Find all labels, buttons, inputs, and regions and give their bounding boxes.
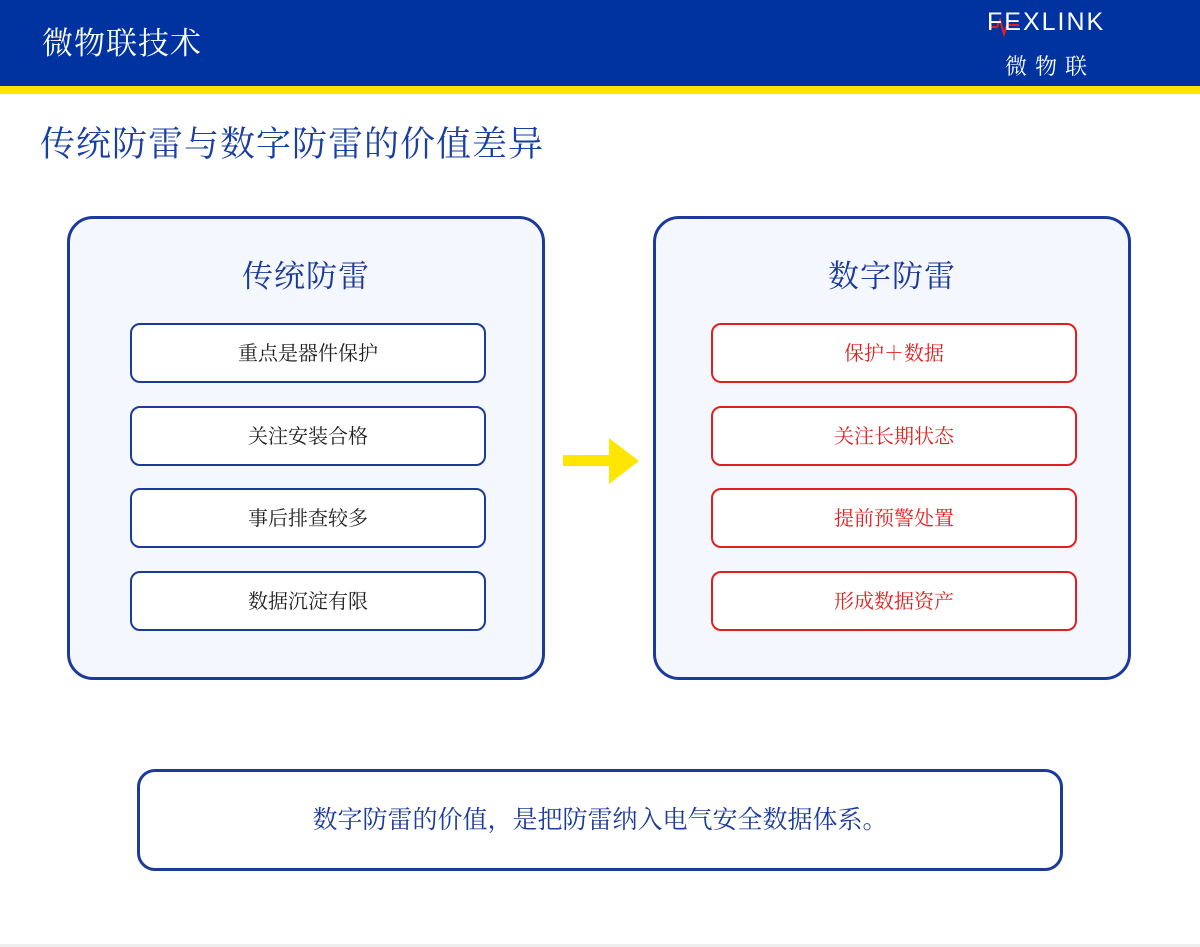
digital-panel	[653, 216, 1131, 680]
digital-item: 提前预警处置	[711, 488, 1077, 548]
traditional-item: 重点是器件保护	[130, 323, 486, 383]
traditional-panel	[67, 216, 545, 680]
logo-wordmark: FEXLINK	[987, 8, 1106, 36]
digital-item: 关注长期状态	[711, 406, 1077, 466]
logo-subtitle: 微物联	[1005, 55, 1096, 80]
digital-item: 形成数据资产	[711, 571, 1077, 631]
summary-box: 数字防雷的价值，是把防雷纳入电气安全数据体系。	[137, 769, 1063, 871]
fexlink-logo	[987, 8, 1107, 78]
traditional-item: 事后排查较多	[130, 488, 486, 548]
traditional-item: 数据沉淀有限	[130, 571, 486, 631]
digital-item: 保护＋数据	[711, 323, 1077, 383]
header-title: 微物联技术	[42, 26, 202, 62]
arrow-right-icon	[563, 438, 639, 484]
digital-panel-title: 数字防雷	[828, 259, 956, 295]
traditional-panel-title: 传统防雷	[242, 259, 370, 295]
traditional-item: 关注安装合格	[130, 406, 486, 466]
header-bar	[0, 0, 1200, 86]
header-stripe	[0, 86, 1200, 94]
page-title: 传统防雷与数字防雷的价值差异	[40, 125, 545, 165]
